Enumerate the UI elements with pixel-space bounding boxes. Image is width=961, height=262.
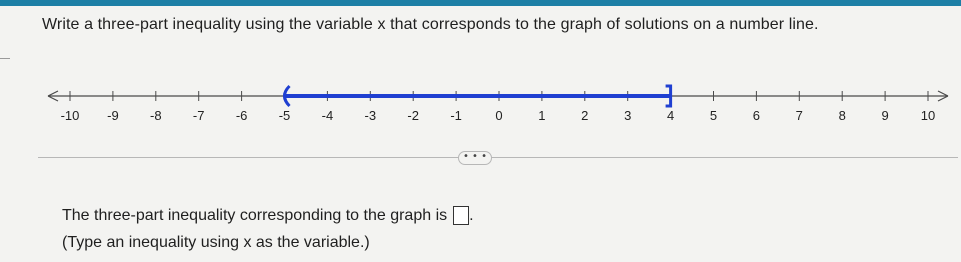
tick-label: 6 bbox=[752, 108, 761, 123]
header-accent-bar bbox=[0, 0, 961, 6]
tick-label: 9 bbox=[881, 108, 889, 123]
divider-line bbox=[38, 157, 958, 158]
section-divider bbox=[38, 150, 958, 166]
answer-hint: (Type an inequality using x as the variable.) bbox=[62, 234, 370, 251]
tick-label: 10 bbox=[920, 108, 936, 123]
tick-label: 7 bbox=[795, 108, 803, 123]
tick-label: -2 bbox=[407, 108, 419, 123]
tick-label: -3 bbox=[364, 108, 377, 123]
answer-input-box[interactable] bbox=[453, 206, 469, 225]
question-prompt: Write a three-part inequality using the variable x that corresponds to the graph of solutions on a number line. bbox=[42, 16, 819, 33]
tick-label: 3 bbox=[624, 108, 632, 123]
tick-label: 5 bbox=[709, 108, 718, 123]
tick-label: -8 bbox=[150, 108, 162, 123]
answer-label: The three-part inequality corresponding to the graph is bbox=[62, 206, 448, 224]
tick-label: -9 bbox=[107, 108, 119, 123]
tick-label: 8 bbox=[838, 108, 846, 123]
more-options-button[interactable]: • • • bbox=[458, 151, 492, 165]
tick-label: -10 bbox=[60, 108, 80, 123]
tick-label: 4 bbox=[666, 108, 675, 123]
tick-label: 1 bbox=[538, 108, 546, 123]
tick-label: 2 bbox=[581, 108, 589, 123]
answer-line bbox=[62, 206, 474, 225]
number-line bbox=[30, 64, 950, 134]
left-edge-mark bbox=[0, 58, 10, 59]
tick-label: -5 bbox=[278, 108, 291, 123]
tick-label: -7 bbox=[192, 108, 205, 123]
answer-period: . bbox=[469, 206, 474, 224]
tick-label: 0 bbox=[495, 108, 503, 123]
tick-label: -6 bbox=[235, 108, 248, 123]
tick-label: -1 bbox=[450, 108, 462, 123]
tick-label: -4 bbox=[321, 108, 334, 123]
